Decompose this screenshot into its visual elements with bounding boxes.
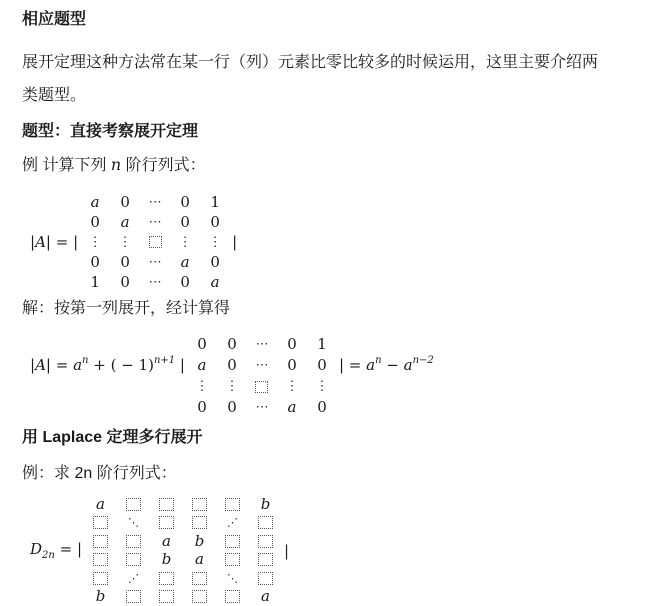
matrix-cell: 0 xyxy=(277,355,307,376)
section-heading-direct-expansion: 题型：直接考察展开定理 xyxy=(22,122,633,142)
missing-glyph-box xyxy=(192,590,207,603)
math-token: − xyxy=(382,356,404,374)
missing-glyph-box xyxy=(159,498,174,511)
missing-glyph-box xyxy=(159,572,174,585)
matrix-cell: ⋮ xyxy=(200,232,230,252)
missing-glyph-box xyxy=(159,516,174,529)
matrix-cell xyxy=(249,569,282,588)
missing-glyph-box xyxy=(258,553,273,566)
math-token: = | xyxy=(55,540,82,558)
matrix-cell: ⋯ xyxy=(140,212,170,232)
matrix-cell: ⋯ xyxy=(247,397,277,418)
missing-glyph-box xyxy=(149,236,162,248)
matrix-cell: 0 xyxy=(187,334,217,355)
matrix-cell: ⋮ xyxy=(170,232,200,252)
matrix-cell xyxy=(117,551,150,570)
matrix-cell: 0 xyxy=(110,252,140,272)
math-token: a xyxy=(404,356,413,374)
missing-glyph-box xyxy=(93,516,108,529)
matrix-cell: 0 xyxy=(217,334,247,355)
math-token: | xyxy=(232,233,237,251)
matrix-cell: a xyxy=(187,355,217,376)
matrix-cell xyxy=(216,551,249,570)
math-token: 2n xyxy=(42,550,55,561)
math-token: | xyxy=(30,356,35,374)
missing-glyph-box xyxy=(258,535,273,548)
matrix-cell xyxy=(150,588,183,606)
math-token: n−2 xyxy=(413,355,434,366)
matrix-cell xyxy=(84,532,117,551)
matrix-cell: a xyxy=(249,588,282,606)
equation2-lhs xyxy=(30,356,185,374)
matrix2-grid xyxy=(187,334,337,418)
matrix-cell: ⋮ xyxy=(110,232,140,252)
matrix-cell xyxy=(249,514,282,533)
matrix-cell: ⋰ xyxy=(117,569,150,588)
matrix-cell: ⋮ xyxy=(217,376,247,397)
math-token: | = xyxy=(339,356,366,374)
matrix-cell: b xyxy=(150,551,183,570)
matrix-cell: ⋮ xyxy=(307,376,337,397)
example1-line xyxy=(22,154,633,177)
math-token: | = xyxy=(46,356,73,374)
math-token: D xyxy=(30,540,42,558)
matrix-cell xyxy=(183,514,216,533)
missing-glyph-box xyxy=(225,498,240,511)
matrix-cell: a xyxy=(84,495,117,514)
matrix-cell: 0 xyxy=(187,397,217,418)
missing-glyph-box xyxy=(258,516,273,529)
determinant-equation-1 xyxy=(30,192,633,292)
matrix-cell xyxy=(117,532,150,551)
matrix-cell xyxy=(84,514,117,533)
math-token: | xyxy=(30,233,35,251)
matrix1-grid xyxy=(80,192,230,292)
matrix-cell xyxy=(249,532,282,551)
matrix-cell: 0 xyxy=(307,355,337,376)
matrix-cell: ⋮ xyxy=(80,232,110,252)
missing-glyph-box xyxy=(126,590,141,603)
matrix-cell xyxy=(216,495,249,514)
missing-glyph-box xyxy=(93,553,108,566)
equation1-rhs xyxy=(232,233,237,251)
missing-glyph-box xyxy=(192,572,207,585)
matrix-cell xyxy=(150,569,183,588)
missing-glyph-box xyxy=(192,516,207,529)
matrix-cell xyxy=(183,569,216,588)
math-token: a xyxy=(366,356,375,374)
matrix-cell: ⋯ xyxy=(140,192,170,212)
matrix-cell xyxy=(247,376,277,397)
missing-glyph-box xyxy=(93,572,108,585)
example1-prefix: 例 计算下列 xyxy=(22,157,111,174)
matrix-cell: ⋯ xyxy=(140,252,170,272)
example1-variable-n: n xyxy=(111,155,121,174)
missing-glyph-box xyxy=(93,535,108,548)
matrix-cell: ⋯ xyxy=(247,355,277,376)
matrix-cell: a xyxy=(277,397,307,418)
missing-glyph-box xyxy=(126,553,141,566)
matrix-cell xyxy=(84,551,117,570)
matrix-cell: 0 xyxy=(217,355,247,376)
matrix-cell: 1 xyxy=(307,334,337,355)
matrix-cell: a xyxy=(170,252,200,272)
matrix-cell: a xyxy=(110,212,140,232)
equation2-rhs xyxy=(339,356,434,374)
paragraph-line-1: 展开定理这种方法常在某一行（列）元素比零比较多的时候运用，这里主要介绍两 xyxy=(22,46,633,79)
math-token: | xyxy=(175,356,185,374)
matrix-cell xyxy=(216,532,249,551)
matrix-cell: b xyxy=(183,532,216,551)
example2-line: 例：求 2n 阶行列式： xyxy=(22,463,633,485)
equation3-rhs xyxy=(284,542,289,560)
matrix-cell: 0 xyxy=(80,212,110,232)
matrix-cell: 0 xyxy=(170,272,200,292)
matrix-cell xyxy=(150,514,183,533)
math-token: n xyxy=(375,355,381,366)
matrix-cell xyxy=(216,588,249,606)
matrix-cell xyxy=(183,495,216,514)
matrix-cell xyxy=(84,569,117,588)
missing-glyph-box xyxy=(225,553,240,566)
matrix-cell xyxy=(183,588,216,606)
math-token: | xyxy=(284,542,289,560)
example1-suffix: 阶行列式： xyxy=(121,157,205,174)
missing-glyph-box xyxy=(258,572,273,585)
matrix-cell xyxy=(117,495,150,514)
matrix-cell: b xyxy=(84,588,117,606)
missing-glyph-box xyxy=(126,535,141,548)
matrix-cell: ⋮ xyxy=(187,376,217,397)
matrix-cell xyxy=(117,588,150,606)
matrix-cell: 0 xyxy=(110,272,140,292)
determinant-equation-2 xyxy=(30,334,633,418)
matrix-cell: 0 xyxy=(217,397,247,418)
missing-glyph-box xyxy=(225,535,240,548)
matrix-cell: 1 xyxy=(80,272,110,292)
missing-glyph-box xyxy=(159,590,174,603)
matrix-cell: ⋱ xyxy=(117,514,150,533)
matrix-cell: a xyxy=(80,192,110,212)
math-token: + ( − 1) xyxy=(88,356,153,374)
matrix-cell: b xyxy=(249,495,282,514)
paragraph-line-2: 类题型。 xyxy=(22,79,633,112)
section-heading-laplace: 用 Laplace 定理多行展开 xyxy=(22,428,633,448)
determinant-equation-3 xyxy=(30,495,633,606)
matrix3-grid xyxy=(84,495,282,606)
matrix-cell: a xyxy=(150,532,183,551)
matrix-cell: 0 xyxy=(200,252,230,272)
matrix-cell: 0 xyxy=(170,212,200,232)
missing-glyph-box xyxy=(126,498,141,511)
matrix-cell: 0 xyxy=(80,252,110,272)
matrix-cell: 0 xyxy=(307,397,337,418)
equation3-lhs xyxy=(30,540,82,561)
math-token: A xyxy=(35,233,46,251)
missing-glyph-box xyxy=(255,381,268,393)
math-token: A xyxy=(35,356,46,374)
missing-glyph-box xyxy=(225,590,240,603)
matrix-cell: ⋰ xyxy=(216,514,249,533)
math-token: a xyxy=(73,356,82,374)
matrix-cell: 0 xyxy=(277,334,307,355)
matrix-cell: 0 xyxy=(200,212,230,232)
matrix-cell: 0 xyxy=(170,192,200,212)
matrix-cell: 1 xyxy=(200,192,230,212)
math-token: n xyxy=(82,355,88,366)
matrix-cell: ⋯ xyxy=(140,272,170,292)
matrix-cell: ⋮ xyxy=(277,376,307,397)
missing-glyph-box xyxy=(192,498,207,511)
matrix-cell: a xyxy=(183,551,216,570)
matrix-cell xyxy=(150,495,183,514)
solution-line: 解：按第一列展开，经计算得 xyxy=(22,298,633,320)
matrix-cell: ⋯ xyxy=(247,334,277,355)
equation1-lhs xyxy=(30,233,78,251)
matrix-cell xyxy=(140,232,170,252)
matrix-cell: ⋱ xyxy=(216,569,249,588)
matrix-cell: 0 xyxy=(110,192,140,212)
page-title: 相应题型 xyxy=(22,10,633,30)
math-token: n+1 xyxy=(154,355,175,366)
math-token: | = | xyxy=(46,233,78,251)
matrix-cell: a xyxy=(200,272,230,292)
intro-paragraph xyxy=(22,46,633,112)
matrix-cell xyxy=(249,551,282,570)
